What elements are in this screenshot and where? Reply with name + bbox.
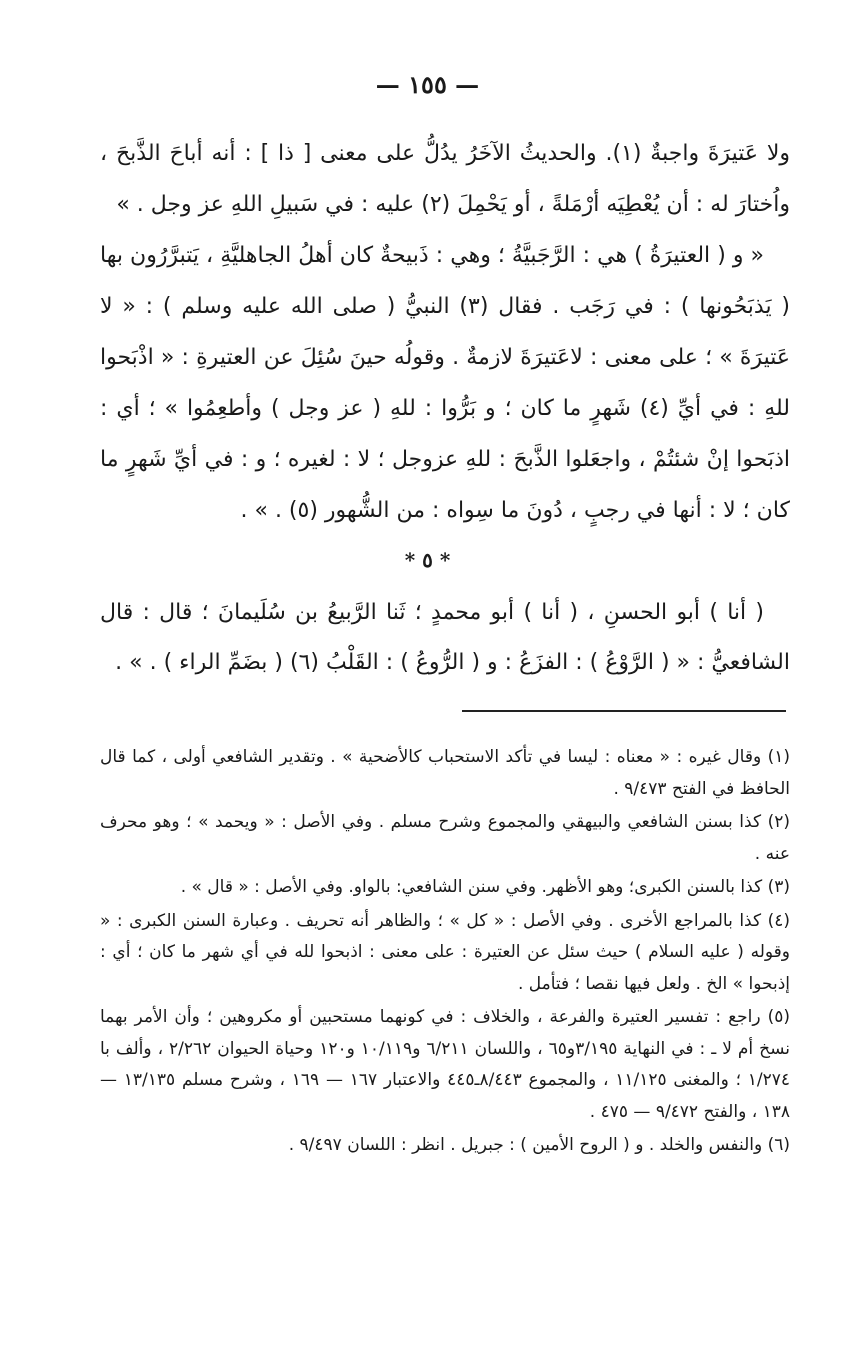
footnote: (٤) كذا بالمراجع الأخرى . وفي الأصل : « كل » ؛ والظاهر أنه تحريف . وعبارة السنن الكبرى : « وقوله ( عليه السلام ) حيث سئل عن العتيرة : على معنى : اذبحوا لله في أي شهر ما كان ؛ أي : إذبحوا » الخ . ولعل فيها نقصا ؛ فتأمل . xyxy=(100,910,790,994)
section-separator: * ٥ * xyxy=(404,548,451,572)
footnote: (٥) راجع : تفسير العتيرة والفرعة ، والخلاف : في كونهما مستحبين أو مكروهين ؛ وأن الأمر بهما نسخ أم لا ـ : في النهاية ٣/١٩٥و٦٥ ، واللسان ٦/٢١١ و١٠/١١٩ و١٢٠ وحياة الحيوان ٢/٢٦٢ ، وألف با ١/٢٧٤ ؛ والمغنى ١١/١٢٥ ، والمجموع ٨/٤٤٣ـ٤٤٥ والاعتبار ١٦٧ — ١٦٩ ، وشرح مسلم ١٣/١٣٥ — ١٣٨ ، والفتح ٩/٤٧٢ — ٤٧٥ . xyxy=(100,1007,791,1122)
footnote-divider xyxy=(462,710,786,712)
paragraph: « و ( العتيرَةُ ) هي : الرَّجَبيَّةُ ؛ وهي : ذَبيحةٌ كان أهلُ الجاهليَّةِ ، يَتبرَّرُون بها ( يَذبَحُونها ) : في رَجَب . فقال (٣) النبيُّ ( صلى الله عليه وسلم ) : « لا عَتيرَةَ » ؛ على معنى : لاعَتيرَةَ لازمةٌ . وقولُه حينَ سُئِلَ عن العتيرةِ : « اذْبَحوا للهِ : في أيِّ (٤) شَهرٍ ما كان ؛ و بَرُّوا : للهِ ( عز وجل ) وأطعِمُوا » ؛ أي : اذبَحوا إنْ شئتُمْ ، واجعَلوا الذَّبحَ : للهِ عزوجل ؛ لا : لغيره ؛ و : في أيِّ شَهرٍ ما كان ؛ لا : أنها في رجبٍ ، دُونَ ما سِواه : من الشُّهور (٥) . » . xyxy=(100,243,790,523)
footnote: (٢) كذا بسنن الشافعي والبيهقي والمجموع وشرح مسلم . وفي الأصل : « ويحمد » ؛ وهو محرف عنه . xyxy=(100,812,790,864)
footnote: (١) وقال غيره : « معناه : ليسا في تأكد الاستحباب كالأضحية » . وتقدير الشافعي أولى ، كما قال الحافظ في الفتح ٩/٤٧٣ . xyxy=(100,747,790,799)
paragraph: ولا عَتيرَةَ واجبةٌ (١). والحديثُ الآخَرُ يدُلُّ على معنى [ ذا ] : أنه أباحَ الذَّبحَ ، واُختارَ له : أن يُعْطِيَه أرْمَلةً ، أو يَحْمِلَ (٢) عليه : في سَبيلِ اللهِ عز وجل . » xyxy=(100,141,790,217)
footnote: (٦) والنفس والخلد . و ( الروح الأمين ) : جبريل . انظر : اللسان ٩/٤٩٧ . xyxy=(288,1135,790,1155)
paragraph: ( أنا ) أبو الحسنِ ، ( أنا ) أبو محمدٍ ؛ ثَنا الرَّبيعُ بن سُلَيمانَ ؛ قال : قال الشافعيُّ : « ( الرَّوْعُ ) : الفزَعُ : و ( الرُّوعُ ) : القَلْبُ (٦) ( بضَمِّ الراء ) . » . xyxy=(100,600,790,675)
page-number: — ١٥٥ — xyxy=(375,70,480,99)
footnote: (٣) كذا بالسنن الكبرى؛ وهو الأظهر. وفي سنن الشافعي: بالواو. وفي الأصل : « قال » . xyxy=(180,877,790,897)
section-text xyxy=(100,588,790,688)
footnotes xyxy=(100,742,790,1164)
main-text xyxy=(100,128,790,536)
